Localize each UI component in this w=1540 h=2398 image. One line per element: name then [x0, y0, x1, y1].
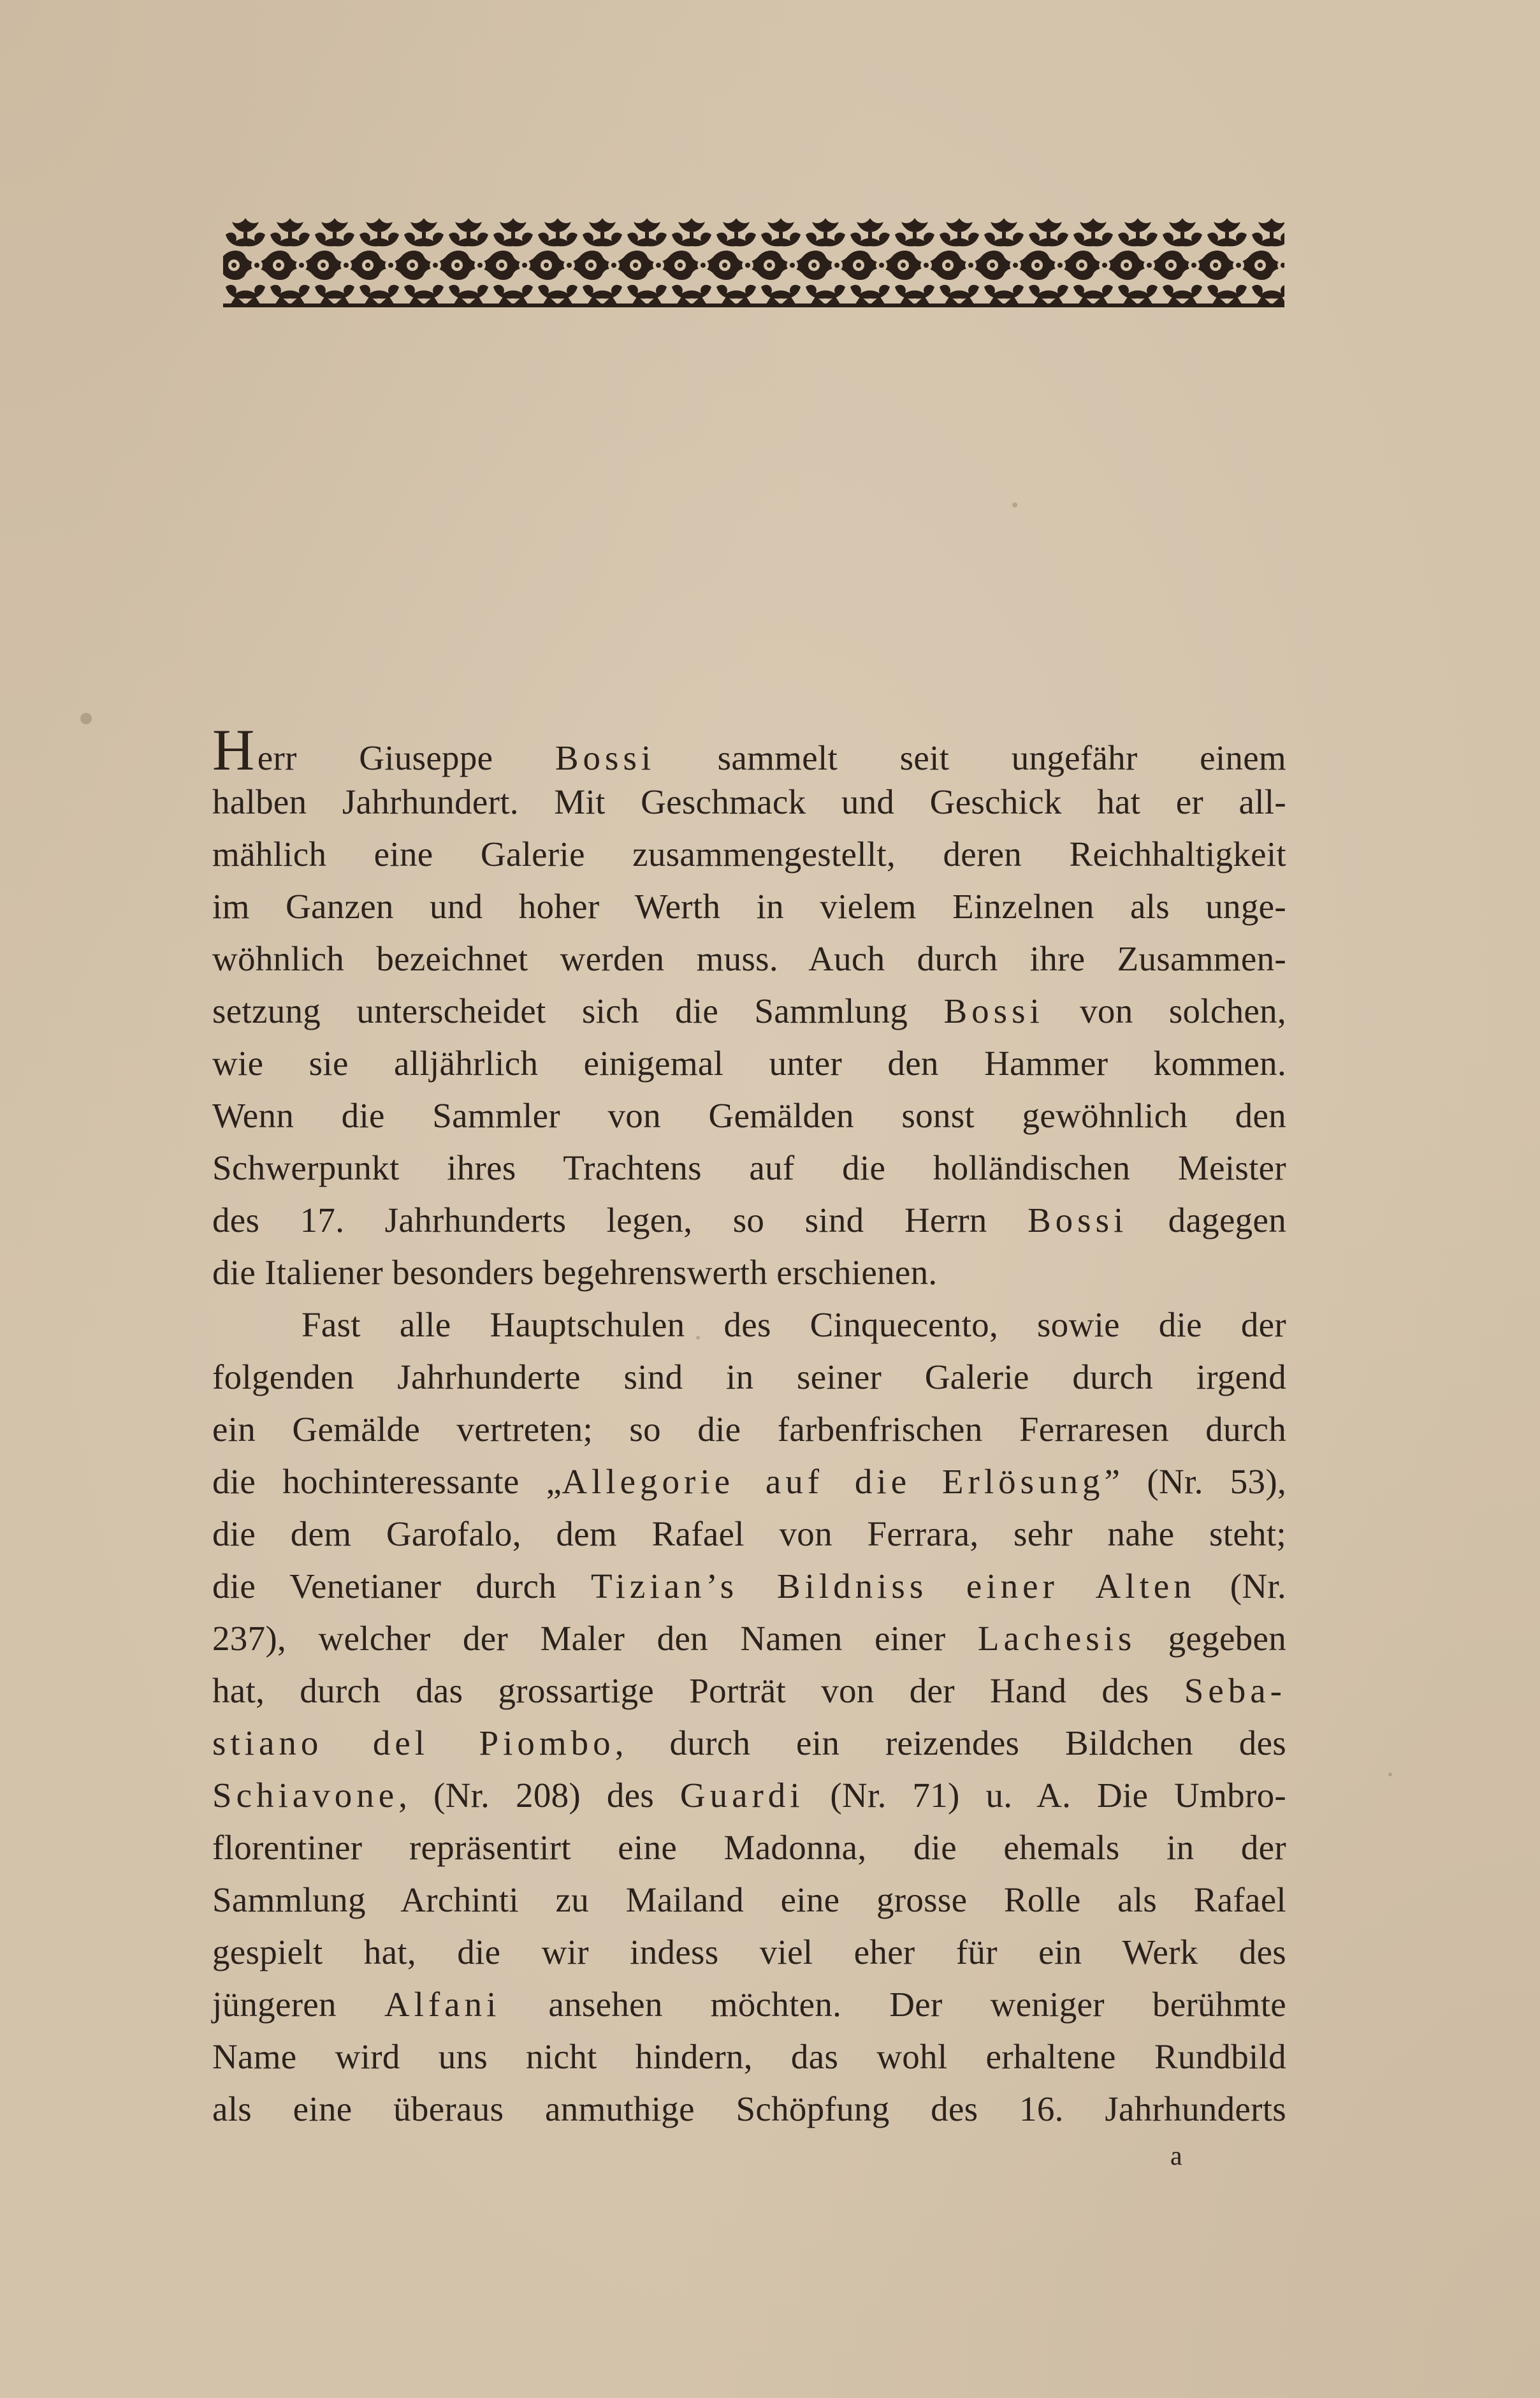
- paper-blemish: [80, 713, 92, 724]
- text-segment: 237), welcher der Maler den Namen einer: [212, 1619, 978, 1658]
- floral-border-ornament-icon: [223, 216, 1284, 309]
- emphasized-name: Allegorie auf die Erlösung: [562, 1462, 1105, 1501]
- text-segment: (Nr. 71) u. A. Die Umbro-: [804, 1776, 1286, 1815]
- text-segment: als eine überaus anmuthige Schöpfung des 16. Jahrhunderts: [212, 2089, 1286, 2128]
- text-line: [212, 1612, 1286, 1665]
- text-segment: , (Nr. 208) des: [398, 1776, 680, 1815]
- emphasized-name: Lachesis: [977, 1619, 1137, 1658]
- text-segment: Name wird uns nicht hindern, das wohl erhaltene Rundbild: [212, 2037, 1286, 2076]
- text-line: [212, 1299, 1286, 1351]
- text-segment: jüngeren: [212, 1985, 384, 2024]
- text-line: [212, 1142, 1286, 1194]
- text-line: [212, 1717, 1286, 1769]
- text-line: [212, 1665, 1286, 1717]
- text-segment: mählich eine Galerie zusammengestellt, deren Reichhaltigkeit: [212, 835, 1286, 874]
- text-segment: gespielt hat, die wir indess viel eher für ein Werk des: [212, 1933, 1286, 1971]
- paragraph: [212, 1299, 1286, 2135]
- text-segment: die hochinteressante „: [212, 1462, 562, 1501]
- text-segment: Wenn die Sammler von Gemälden sonst gewöhnlich den: [212, 1096, 1286, 1135]
- text-line: [212, 1090, 1286, 1142]
- emphasized-name: Seba-: [1184, 1671, 1286, 1710]
- text-segment: halben Jahrhundert. Mit Geschmack und Geschick hat er all-: [212, 782, 1286, 821]
- paragraph: [212, 717, 1287, 1299]
- emphasized-name: Bossi: [1028, 1201, 1128, 1239]
- emphasized-name: Tizian’s Bildniss einer Alten: [590, 1567, 1196, 1605]
- text-segment: , durch ein reizendes Bildchen des: [614, 1723, 1286, 1762]
- text-segment: ein Gemälde vertreten; so die farbenfrischen Ferraresen durch: [212, 1410, 1286, 1449]
- emphasized-name: Guardi: [679, 1776, 804, 1815]
- emphasized-name: Alfani: [384, 1985, 501, 2024]
- text-segment: (Nr.: [1195, 1567, 1286, 1605]
- text-line: [212, 1822, 1286, 1874]
- text-line: [212, 1508, 1286, 1560]
- text-segment: Schwerpunkt ihres Trachtens auf die holländischen Meister: [212, 1148, 1286, 1187]
- text-line: [212, 1874, 1286, 1926]
- text-segment: Sammlung Archinti zu Mailand eine grosse Rolle als Rafael: [212, 1880, 1286, 1919]
- paper-blemish: [1012, 502, 1017, 508]
- text-segment: gegeben: [1136, 1619, 1286, 1658]
- emphasized-name: Bossi: [943, 991, 1044, 1030]
- text-line: [212, 2083, 1286, 2135]
- text-segment: ansehen möchten. Der weniger berühmte: [500, 1985, 1286, 2024]
- emphasized-name: Bossi: [555, 738, 656, 777]
- text-segment: des 17. Jahrhunderts legen, so sind Herrn: [212, 1201, 1028, 1239]
- text-line: [212, 1769, 1286, 1822]
- text-segment: die dem Garofalo, dem Rafael von Ferrara, sehr nahe steht;: [212, 1514, 1286, 1553]
- text-segment: die Italiener besonders begehrenswerth erschienen.: [212, 1253, 938, 1292]
- text-line: [212, 1926, 1286, 1978]
- text-segment: von solchen,: [1043, 991, 1286, 1030]
- text-segment: dagegen: [1128, 1201, 1286, 1239]
- text-segment: sammelt seit ungefähr einem: [655, 738, 1287, 777]
- text-segment: florentiner repräsentirt eine Madonna, die ehemals in der: [212, 1828, 1286, 1867]
- text-line: [212, 1194, 1286, 1247]
- text-line: [212, 2031, 1286, 2083]
- text-segment: folgenden Jahrhunderte sind in seiner Galerie durch irgend: [212, 1357, 1286, 1396]
- signature-mark: a: [1170, 2142, 1182, 2171]
- paper-blemish: [1388, 1773, 1392, 1776]
- emphasized-name: stiano del Piombo: [212, 1723, 615, 1762]
- text-line: [212, 933, 1286, 985]
- text-segment: die Venetianer durch: [212, 1567, 591, 1605]
- text-segment: wie sie alljährlich einigemal unter den Hammer kommen.: [212, 1044, 1286, 1083]
- text-segment: err Giuseppe: [257, 738, 555, 777]
- text-segment: ” (Nr. 53),: [1104, 1462, 1287, 1501]
- text-line: [212, 1351, 1286, 1403]
- text-segment: wöhnlich bezeichnet werden muss. Auch durch ihre Zusammen-: [212, 939, 1286, 978]
- text-line: [212, 776, 1286, 828]
- text-line: [212, 1560, 1286, 1612]
- text-line: [212, 1456, 1286, 1508]
- text-segment: setzung unterscheidet sich die Sammlung: [212, 991, 944, 1030]
- text-line: [212, 985, 1286, 1037]
- text-line: [212, 1403, 1286, 1456]
- text-segment: Fast alle Hauptschulen des Cinquecento, sowie die der: [301, 1305, 1286, 1344]
- text-line: [212, 828, 1286, 881]
- text-line: [212, 717, 1287, 782]
- body-text: [212, 717, 1287, 2135]
- emphasized-name: Schiavone: [212, 1776, 399, 1815]
- text-segment: im Ganzen und hoher Werth in vielem Einzelnen als unge-: [212, 887, 1286, 926]
- text-segment: hat, durch das grossartige Porträt von der Hand des: [212, 1671, 1184, 1710]
- text-line: [212, 1247, 1286, 1299]
- drop-cap: H: [212, 717, 255, 782]
- text-line: [212, 881, 1286, 933]
- text-line: [212, 1037, 1286, 1090]
- text-line: [212, 1978, 1286, 2031]
